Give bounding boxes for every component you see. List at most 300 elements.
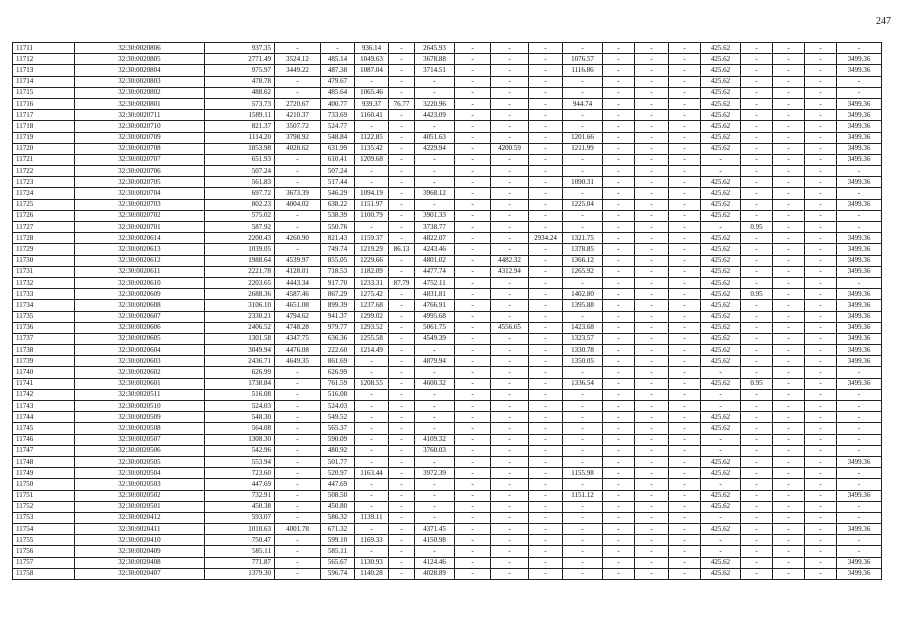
table-cell: - bbox=[491, 434, 529, 445]
table-cell: - bbox=[669, 546, 701, 557]
table-cell: - bbox=[491, 456, 529, 467]
table-cell: - bbox=[455, 490, 491, 501]
table-cell: 425.62 bbox=[701, 76, 741, 87]
table-cell: 11758 bbox=[13, 568, 75, 579]
table-cell: - bbox=[491, 468, 529, 479]
table-cell: - bbox=[455, 43, 491, 54]
table-cell: - bbox=[603, 244, 635, 255]
table-cell: - bbox=[635, 378, 669, 389]
table-cell: - bbox=[635, 210, 669, 221]
table-cell: - bbox=[455, 468, 491, 479]
table-cell: - bbox=[275, 546, 321, 557]
table-cell: 11756 bbox=[13, 546, 75, 557]
table-cell: - bbox=[805, 546, 837, 557]
table-cell: - bbox=[529, 110, 563, 121]
table-cell: - bbox=[491, 277, 529, 288]
table-row bbox=[13, 389, 882, 400]
table-cell: - bbox=[491, 557, 529, 568]
table-cell: - bbox=[455, 289, 491, 300]
table-cell: - bbox=[389, 54, 415, 65]
table-cell: - bbox=[805, 300, 837, 311]
table-cell: 11720 bbox=[13, 143, 75, 154]
table-cell: - bbox=[455, 132, 491, 143]
table-cell: - bbox=[603, 233, 635, 244]
table-cell: - bbox=[275, 154, 321, 165]
table-cell: 1255.58 bbox=[355, 333, 389, 344]
table-cell: - bbox=[275, 389, 321, 400]
table-cell: 867.29 bbox=[321, 289, 355, 300]
table-cell: 1229.66 bbox=[355, 255, 389, 266]
table-cell: - bbox=[389, 468, 415, 479]
table-cell: 4539.97 bbox=[275, 255, 321, 266]
table-cell: - bbox=[837, 76, 882, 87]
table-row bbox=[13, 546, 882, 557]
table-cell: - bbox=[635, 199, 669, 210]
table-cell: 425.62 bbox=[701, 255, 741, 266]
table-row bbox=[13, 233, 882, 244]
table-cell: 1159.37 bbox=[355, 233, 389, 244]
table-cell: - bbox=[529, 401, 563, 412]
table-cell: - bbox=[415, 479, 455, 490]
table-cell: - bbox=[415, 389, 455, 400]
table-cell: 1336.54 bbox=[563, 378, 603, 389]
table-cell: 4879.94 bbox=[415, 356, 455, 367]
table-cell: - bbox=[563, 401, 603, 412]
table-cell: 2221.78 bbox=[205, 266, 275, 277]
table-cell: 11753 bbox=[13, 512, 75, 523]
table-cell: - bbox=[529, 345, 563, 356]
table-cell: - bbox=[603, 255, 635, 266]
table-cell: - bbox=[563, 423, 603, 434]
table-cell: - bbox=[415, 76, 455, 87]
table-cell: 4752.11 bbox=[415, 277, 455, 288]
table-cell: 425.62 bbox=[701, 177, 741, 188]
table-cell: - bbox=[563, 535, 603, 546]
table-cell: - bbox=[389, 65, 415, 76]
table-row bbox=[13, 535, 882, 546]
table-cell: 590.09 bbox=[321, 434, 355, 445]
table-cell: - bbox=[701, 222, 741, 233]
table-cell: 4600.32 bbox=[415, 378, 455, 389]
table-cell: 1163.44 bbox=[355, 468, 389, 479]
table-cell: - bbox=[773, 177, 805, 188]
table-cell: - bbox=[805, 244, 837, 255]
table-row bbox=[13, 434, 882, 445]
table-cell: 1214.49 bbox=[355, 345, 389, 356]
table-cell: - bbox=[275, 87, 321, 98]
table-cell: - bbox=[275, 512, 321, 523]
table-cell: 11718 bbox=[13, 121, 75, 132]
table-cell: - bbox=[669, 266, 701, 277]
table-cell: - bbox=[773, 43, 805, 54]
table-cell: - bbox=[389, 222, 415, 233]
table-cell: 447.69 bbox=[321, 479, 355, 490]
table-cell: 11754 bbox=[13, 524, 75, 535]
table-cell: - bbox=[837, 367, 882, 378]
table-cell: 1293.52 bbox=[355, 322, 389, 333]
table-cell: 4210.37 bbox=[275, 110, 321, 121]
table-cell: 3678.88 bbox=[415, 54, 455, 65]
table-cell: 450.38 bbox=[205, 501, 275, 512]
table-cell: 1151.97 bbox=[355, 199, 389, 210]
table-cell: 750.47 bbox=[205, 535, 275, 546]
table-cell: - bbox=[805, 43, 837, 54]
table-cell: 32:30:0020605 bbox=[75, 333, 205, 344]
table-cell: - bbox=[603, 98, 635, 109]
table-cell: - bbox=[355, 76, 389, 87]
table-cell: 3499.36 bbox=[837, 233, 882, 244]
table-cell: - bbox=[669, 177, 701, 188]
table-cell: - bbox=[275, 166, 321, 177]
table-cell: - bbox=[275, 445, 321, 456]
table-cell: 3499.36 bbox=[837, 456, 882, 467]
table-cell: - bbox=[635, 535, 669, 546]
table-cell: - bbox=[455, 345, 491, 356]
table-cell: - bbox=[741, 244, 773, 255]
table-cell: - bbox=[741, 367, 773, 378]
table-cell: 32:30:0020610 bbox=[75, 277, 205, 288]
table-cell: - bbox=[529, 445, 563, 456]
table-cell: - bbox=[389, 389, 415, 400]
table-cell: - bbox=[669, 501, 701, 512]
table-row bbox=[13, 154, 882, 165]
table-cell: 3499.36 bbox=[837, 490, 882, 501]
table-cell: 3499.36 bbox=[837, 255, 882, 266]
table-cell: - bbox=[741, 188, 773, 199]
table-cell: - bbox=[603, 154, 635, 165]
table-cell: 32:30:0020511 bbox=[75, 389, 205, 400]
table-cell: - bbox=[455, 76, 491, 87]
table-cell: - bbox=[635, 412, 669, 423]
table-cell: - bbox=[491, 121, 529, 132]
table-cell: - bbox=[603, 524, 635, 535]
table-cell: 32:30:0020411 bbox=[75, 524, 205, 535]
table-cell: 516.08 bbox=[205, 389, 275, 400]
table-cell: - bbox=[529, 199, 563, 210]
table-cell: 4347.75 bbox=[275, 333, 321, 344]
table-cell: 771.87 bbox=[205, 557, 275, 568]
table-cell: 425.62 bbox=[701, 143, 741, 154]
table-cell: - bbox=[603, 412, 635, 423]
table-cell: - bbox=[669, 188, 701, 199]
table-cell: 1350.05 bbox=[563, 356, 603, 367]
table-cell: - bbox=[701, 546, 741, 557]
table-cell: 425.62 bbox=[701, 378, 741, 389]
table-row bbox=[13, 65, 882, 76]
table-cell: - bbox=[603, 401, 635, 412]
table-cell: 3798.92 bbox=[275, 132, 321, 143]
table-cell: - bbox=[773, 445, 805, 456]
table-cell: 593.07 bbox=[205, 512, 275, 523]
table-cell: - bbox=[805, 54, 837, 65]
table-cell: 3499.36 bbox=[837, 54, 882, 65]
table-cell: - bbox=[529, 154, 563, 165]
table-cell: - bbox=[603, 568, 635, 579]
table-cell: - bbox=[491, 423, 529, 434]
table-cell: - bbox=[805, 445, 837, 456]
table-cell: 11745 bbox=[13, 423, 75, 434]
table-row bbox=[13, 456, 882, 467]
table-cell: - bbox=[603, 65, 635, 76]
table-cell: 3499.36 bbox=[837, 524, 882, 535]
table-cell: - bbox=[529, 132, 563, 143]
table-cell: 32:30:0020614 bbox=[75, 233, 205, 244]
table-cell: - bbox=[455, 143, 491, 154]
table-cell: 3220.96 bbox=[415, 98, 455, 109]
table-cell: - bbox=[529, 367, 563, 378]
table-cell: 1321.75 bbox=[563, 233, 603, 244]
table-cell: - bbox=[529, 143, 563, 154]
table-row bbox=[13, 401, 882, 412]
table-cell: - bbox=[669, 121, 701, 132]
table-row bbox=[13, 423, 882, 434]
table-cell: - bbox=[491, 289, 529, 300]
table-cell: - bbox=[455, 322, 491, 333]
table-cell: - bbox=[669, 132, 701, 143]
table-cell: 821.37 bbox=[205, 121, 275, 132]
table-cell: - bbox=[529, 188, 563, 199]
table-cell: 517.44 bbox=[321, 177, 355, 188]
table-cell: - bbox=[669, 166, 701, 177]
table-cell: - bbox=[805, 501, 837, 512]
table-cell: - bbox=[701, 401, 741, 412]
table-cell: 596.74 bbox=[321, 568, 355, 579]
table-cell: 1201.66 bbox=[563, 132, 603, 143]
table-cell: 32:30:0020703 bbox=[75, 199, 205, 210]
table-cell: 4109.32 bbox=[415, 434, 455, 445]
table-cell: - bbox=[669, 222, 701, 233]
table-cell: - bbox=[529, 277, 563, 288]
table-cell: 3972.39 bbox=[415, 468, 455, 479]
table-cell: - bbox=[669, 233, 701, 244]
table-cell: - bbox=[529, 546, 563, 557]
table-cell: - bbox=[669, 333, 701, 344]
table-cell: - bbox=[389, 501, 415, 512]
table-cell: - bbox=[389, 524, 415, 535]
table-cell: - bbox=[773, 143, 805, 154]
table-cell: 626.99 bbox=[321, 367, 355, 378]
table-cell: 425.62 bbox=[701, 333, 741, 344]
table-cell: - bbox=[603, 468, 635, 479]
table-cell: - bbox=[529, 177, 563, 188]
table-cell: - bbox=[773, 557, 805, 568]
table-cell: - bbox=[837, 277, 882, 288]
table-cell: - bbox=[741, 501, 773, 512]
table-cell: - bbox=[491, 378, 529, 389]
table-cell: 32:30:0020602 bbox=[75, 367, 205, 378]
table-cell: - bbox=[529, 43, 563, 54]
table-cell: - bbox=[741, 356, 773, 367]
table-cell: 732.91 bbox=[205, 490, 275, 501]
table-cell: 425.62 bbox=[701, 289, 741, 300]
table-cell: - bbox=[491, 166, 529, 177]
table-cell: - bbox=[415, 121, 455, 132]
table-cell: - bbox=[805, 154, 837, 165]
table-cell: - bbox=[603, 76, 635, 87]
table-cell: - bbox=[355, 367, 389, 378]
table-cell: - bbox=[491, 401, 529, 412]
table-cell: 1265.92 bbox=[563, 266, 603, 277]
table-cell: 917.70 bbox=[321, 277, 355, 288]
table-cell: - bbox=[805, 188, 837, 199]
table-cell: - bbox=[455, 389, 491, 400]
table-cell: - bbox=[773, 54, 805, 65]
table-cell: - bbox=[805, 98, 837, 109]
table-cell: - bbox=[455, 512, 491, 523]
table-cell: - bbox=[805, 322, 837, 333]
table-cell: - bbox=[355, 501, 389, 512]
table-cell: 11711 bbox=[13, 43, 75, 54]
table-cell: - bbox=[275, 367, 321, 378]
table-row bbox=[13, 222, 882, 233]
table-cell: - bbox=[455, 222, 491, 233]
table-cell: 3499.36 bbox=[837, 177, 882, 188]
table-cell: - bbox=[773, 535, 805, 546]
table-cell: - bbox=[529, 244, 563, 255]
table-cell: - bbox=[415, 423, 455, 434]
data-table bbox=[12, 42, 882, 580]
table-cell: - bbox=[837, 423, 882, 434]
table-cell: - bbox=[389, 333, 415, 344]
table-cell: - bbox=[773, 524, 805, 535]
table-row bbox=[13, 345, 882, 356]
table-cell: - bbox=[773, 289, 805, 300]
table-cell: - bbox=[603, 423, 635, 434]
table-cell: 32:30:0020709 bbox=[75, 132, 205, 143]
table-cell: - bbox=[389, 535, 415, 546]
table-cell: - bbox=[837, 479, 882, 490]
table-cell: 11737 bbox=[13, 333, 75, 344]
table-cell: 425.62 bbox=[701, 210, 741, 221]
table-cell: - bbox=[837, 389, 882, 400]
table-cell: - bbox=[669, 479, 701, 490]
table-cell: 480.92 bbox=[321, 445, 355, 456]
table-cell: 586.32 bbox=[321, 512, 355, 523]
table-cell: - bbox=[563, 188, 603, 199]
table-cell: - bbox=[455, 255, 491, 266]
table-cell: - bbox=[563, 501, 603, 512]
table-cell: - bbox=[389, 512, 415, 523]
table-cell: 524.03 bbox=[321, 401, 355, 412]
table-cell: - bbox=[529, 479, 563, 490]
table-cell: 1094.19 bbox=[355, 188, 389, 199]
table-cell: - bbox=[805, 535, 837, 546]
table-cell: - bbox=[275, 378, 321, 389]
table-cell: 3499.36 bbox=[837, 121, 882, 132]
table-cell: - bbox=[389, 210, 415, 221]
table-cell: 11743 bbox=[13, 401, 75, 412]
table-cell: - bbox=[741, 43, 773, 54]
table-cell: - bbox=[669, 423, 701, 434]
table-cell: 507.24 bbox=[321, 166, 355, 177]
table-cell: - bbox=[773, 121, 805, 132]
table-cell: - bbox=[389, 445, 415, 456]
table-cell: - bbox=[355, 479, 389, 490]
table-cell: 485.64 bbox=[321, 87, 355, 98]
table-cell: - bbox=[355, 222, 389, 233]
table-cell: 548.30 bbox=[205, 412, 275, 423]
table-cell: - bbox=[635, 188, 669, 199]
table-cell: - bbox=[773, 501, 805, 512]
table-cell: - bbox=[773, 546, 805, 557]
table-cell: - bbox=[389, 367, 415, 378]
table-cell: - bbox=[635, 434, 669, 445]
table-cell: - bbox=[773, 98, 805, 109]
table-cell: 11733 bbox=[13, 289, 75, 300]
table-cell: - bbox=[773, 222, 805, 233]
table-cell: 11751 bbox=[13, 490, 75, 501]
table-cell: - bbox=[635, 311, 669, 322]
table-cell: - bbox=[773, 65, 805, 76]
table-cell: - bbox=[529, 255, 563, 266]
table-cell: - bbox=[635, 401, 669, 412]
table-cell: 32:30:0020801 bbox=[75, 98, 205, 109]
table-cell: - bbox=[805, 456, 837, 467]
table-cell: - bbox=[669, 154, 701, 165]
table-cell: 32:30:0020504 bbox=[75, 468, 205, 479]
table-cell: - bbox=[529, 423, 563, 434]
table-cell: 3499.36 bbox=[837, 199, 882, 210]
table-cell: - bbox=[415, 546, 455, 557]
table-cell: 4801.02 bbox=[415, 255, 455, 266]
table-cell: - bbox=[773, 300, 805, 311]
table-cell: - bbox=[741, 423, 773, 434]
table-cell: - bbox=[389, 479, 415, 490]
table-cell: - bbox=[741, 277, 773, 288]
table-cell: 32:30:0020509 bbox=[75, 412, 205, 423]
table-cell: - bbox=[603, 188, 635, 199]
table-cell: 671.32 bbox=[321, 524, 355, 535]
table-cell: 1151.12 bbox=[563, 490, 603, 501]
table-cell: 4028.89 bbox=[415, 568, 455, 579]
table-cell: 651.93 bbox=[205, 154, 275, 165]
table-cell: 1211.99 bbox=[563, 143, 603, 154]
table-cell: - bbox=[635, 557, 669, 568]
table-cell: - bbox=[805, 166, 837, 177]
table-cell: - bbox=[741, 311, 773, 322]
table-cell: - bbox=[491, 345, 529, 356]
table-cell: 32:30:0020408 bbox=[75, 557, 205, 568]
table-cell: 1209.68 bbox=[355, 154, 389, 165]
table-cell: - bbox=[635, 143, 669, 154]
table-cell: 585.11 bbox=[205, 546, 275, 557]
table-cell: - bbox=[837, 43, 882, 54]
table-row bbox=[13, 277, 882, 288]
table-cell: - bbox=[491, 76, 529, 87]
table-cell: - bbox=[415, 490, 455, 501]
table-cell: 32:30:0020505 bbox=[75, 456, 205, 467]
table-cell: 538.39 bbox=[321, 210, 355, 221]
table-cell: 32:30:0020613 bbox=[75, 244, 205, 255]
table-cell: - bbox=[669, 389, 701, 400]
table-cell: - bbox=[837, 188, 882, 199]
table-cell: - bbox=[669, 401, 701, 412]
table-cell: 3499.36 bbox=[837, 110, 882, 121]
table-row bbox=[13, 445, 882, 456]
table-cell: - bbox=[389, 166, 415, 177]
table-cell: 1330.78 bbox=[563, 345, 603, 356]
table-cell: 1076.57 bbox=[563, 54, 603, 65]
table-cell: 11713 bbox=[13, 65, 75, 76]
table-cell: - bbox=[529, 54, 563, 65]
table-cell: 425.62 bbox=[701, 345, 741, 356]
table-cell: - bbox=[669, 65, 701, 76]
table-cell: - bbox=[805, 177, 837, 188]
table-cell: - bbox=[275, 412, 321, 423]
table-cell: - bbox=[603, 512, 635, 523]
table-cell: - bbox=[529, 557, 563, 568]
table-cell: - bbox=[805, 434, 837, 445]
